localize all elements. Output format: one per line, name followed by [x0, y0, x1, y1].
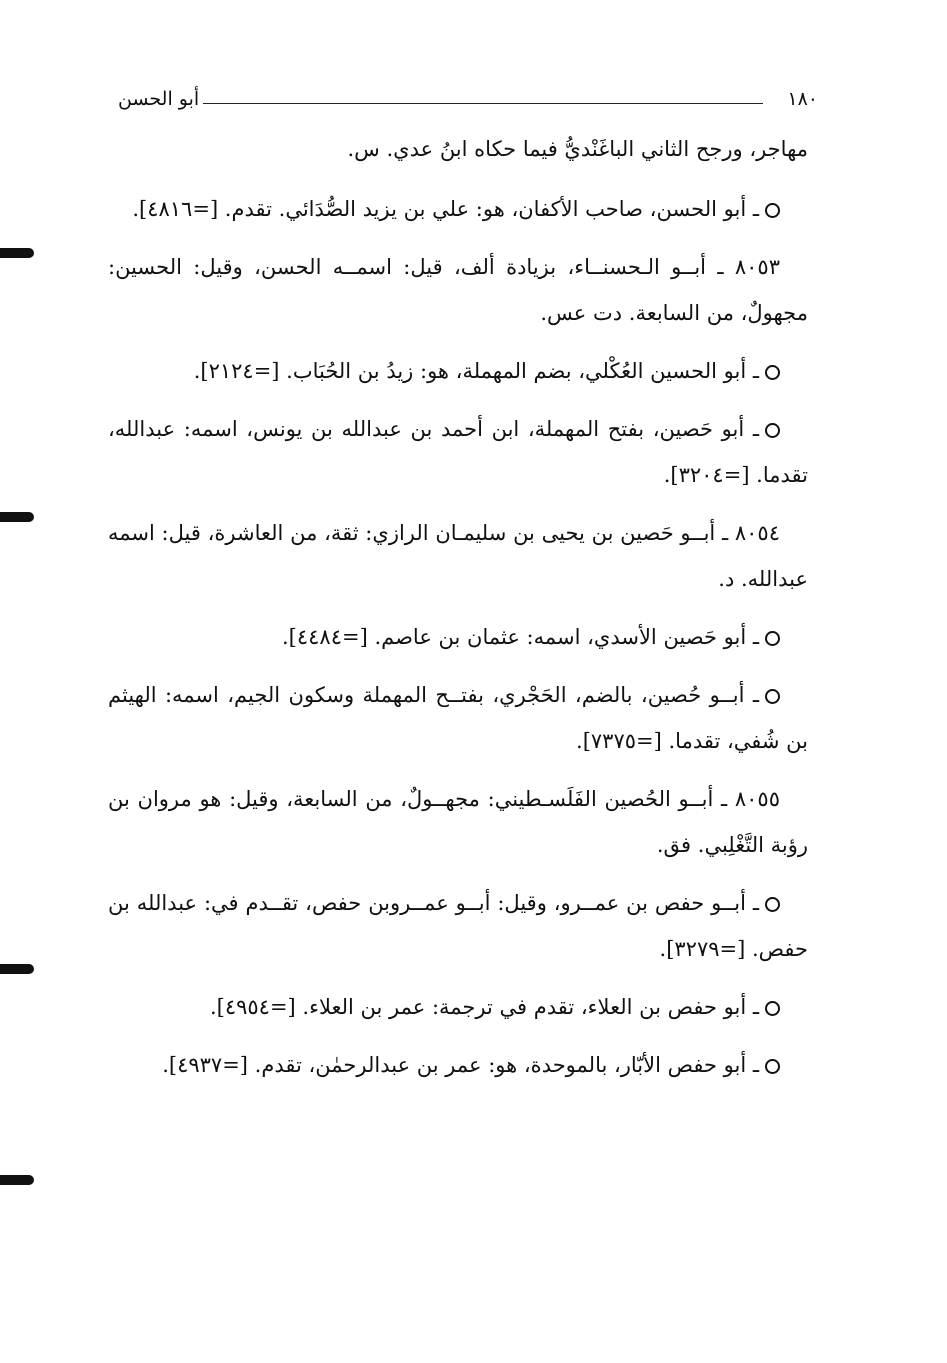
entry-text: ـ أبو حَصين الأسدي، اسمه: عثمان بن عاصم. [=٤٤٨٤]. — [281, 625, 759, 649]
cross-reference-entry — [108, 672, 808, 764]
entry-text: ـ أبو حفص بن العلاء، تقدم في ترجمة: عمر بن العلاء. [=٤٩٥٤]. — [209, 995, 759, 1019]
running-title: أبو الحسن — [118, 88, 200, 110]
cross-reference-entry — [108, 1042, 808, 1088]
entry-text: ٨٠٥٥ ـ أبــو الحُصين الفَلَسـطيني: مجهــولٌ، من السابعة، وقيل: هو مروان بن رؤبة التَّغْلِبي. فق. — [108, 787, 808, 857]
circle-marker-icon — [765, 689, 780, 704]
numbered-entry — [108, 510, 808, 602]
entry-text: ـ أبو الحسن، صاحب الأكفان، هو: علي بن يزيد الصُّدَائي. تقدم. [=٤٨١٦]. — [132, 197, 759, 221]
margin-mark — [0, 512, 34, 522]
entry-text: ـ أبــو حفص بن عمــرو، وقيل: أبــو عمــروبن حفص، تقــدم في: عبدالله بن حفص. [=٣٢٧٩]. — [108, 891, 808, 961]
margin-mark — [0, 964, 34, 974]
cross-reference-entry — [108, 880, 808, 972]
circle-marker-icon — [765, 203, 780, 218]
cross-reference-entry — [108, 348, 808, 394]
circle-marker-icon — [765, 365, 780, 380]
circle-marker-icon — [765, 897, 780, 912]
entry-continuation — [108, 126, 808, 172]
margin-mark — [0, 1175, 34, 1185]
running-head — [118, 86, 818, 112]
circle-marker-icon — [765, 1059, 780, 1074]
header-rule — [203, 103, 763, 104]
page-number: ١٨٠ — [787, 88, 818, 110]
entry-text: ٨٠٥٤ ـ أبــو حَصين بن يحيى بن سليمـان الرازي: ثقة، من العاشرة، قيل: اسمه عبدالله. د. — [108, 521, 808, 591]
numbered-entry — [108, 776, 808, 868]
cross-reference-entry — [108, 406, 808, 498]
circle-marker-icon — [765, 1001, 780, 1016]
entry-text: ـ أبو حفص الأبّار، بالموحدة، هو: عمر بن عبدالرحمٰن، تقدم. [=٤٩٣٧]. — [162, 1053, 759, 1077]
entry-text: ـ أبو حَصين، بفتح المهملة، ابن أحمد بن عبدالله بن يونس، اسمه: عبدالله، تقدما. [=٣٢٠٤]. — [108, 417, 808, 487]
entry-text: ٨٠٥٣ ـ أبــو الـحسنــاء، بزيادة ألف، قيل: اسمــه الحسن، وقيل: الحسين: مجهولٌ، من السابعة. دت عس. — [108, 255, 808, 325]
circle-marker-icon — [765, 631, 780, 646]
entry-text: ـ أبو الحسين العُكْلي، بضم المهملة، هو: زيدُ بن الحُبَاب. [=٢١٢٤]. — [193, 359, 759, 383]
entries — [108, 126, 808, 1100]
entry-text: مهاجر، ورجح الثاني الباغَنْديُّ فيما حكاه ابنُ عدي. س. — [347, 137, 808, 161]
entry-text: ـ أبــو حُصين، بالضم، الحَجْري، بفتــح المهملة وسكون الجيم، اسمه: الهيثم بن شُفي، تقدما. [=٧٣٧٥]. — [108, 683, 808, 753]
numbered-entry — [108, 244, 808, 336]
cross-reference-entry — [108, 186, 808, 232]
margin-mark — [0, 248, 34, 258]
cross-reference-entry — [108, 614, 808, 660]
circle-marker-icon — [765, 423, 780, 438]
cross-reference-entry — [108, 984, 808, 1030]
